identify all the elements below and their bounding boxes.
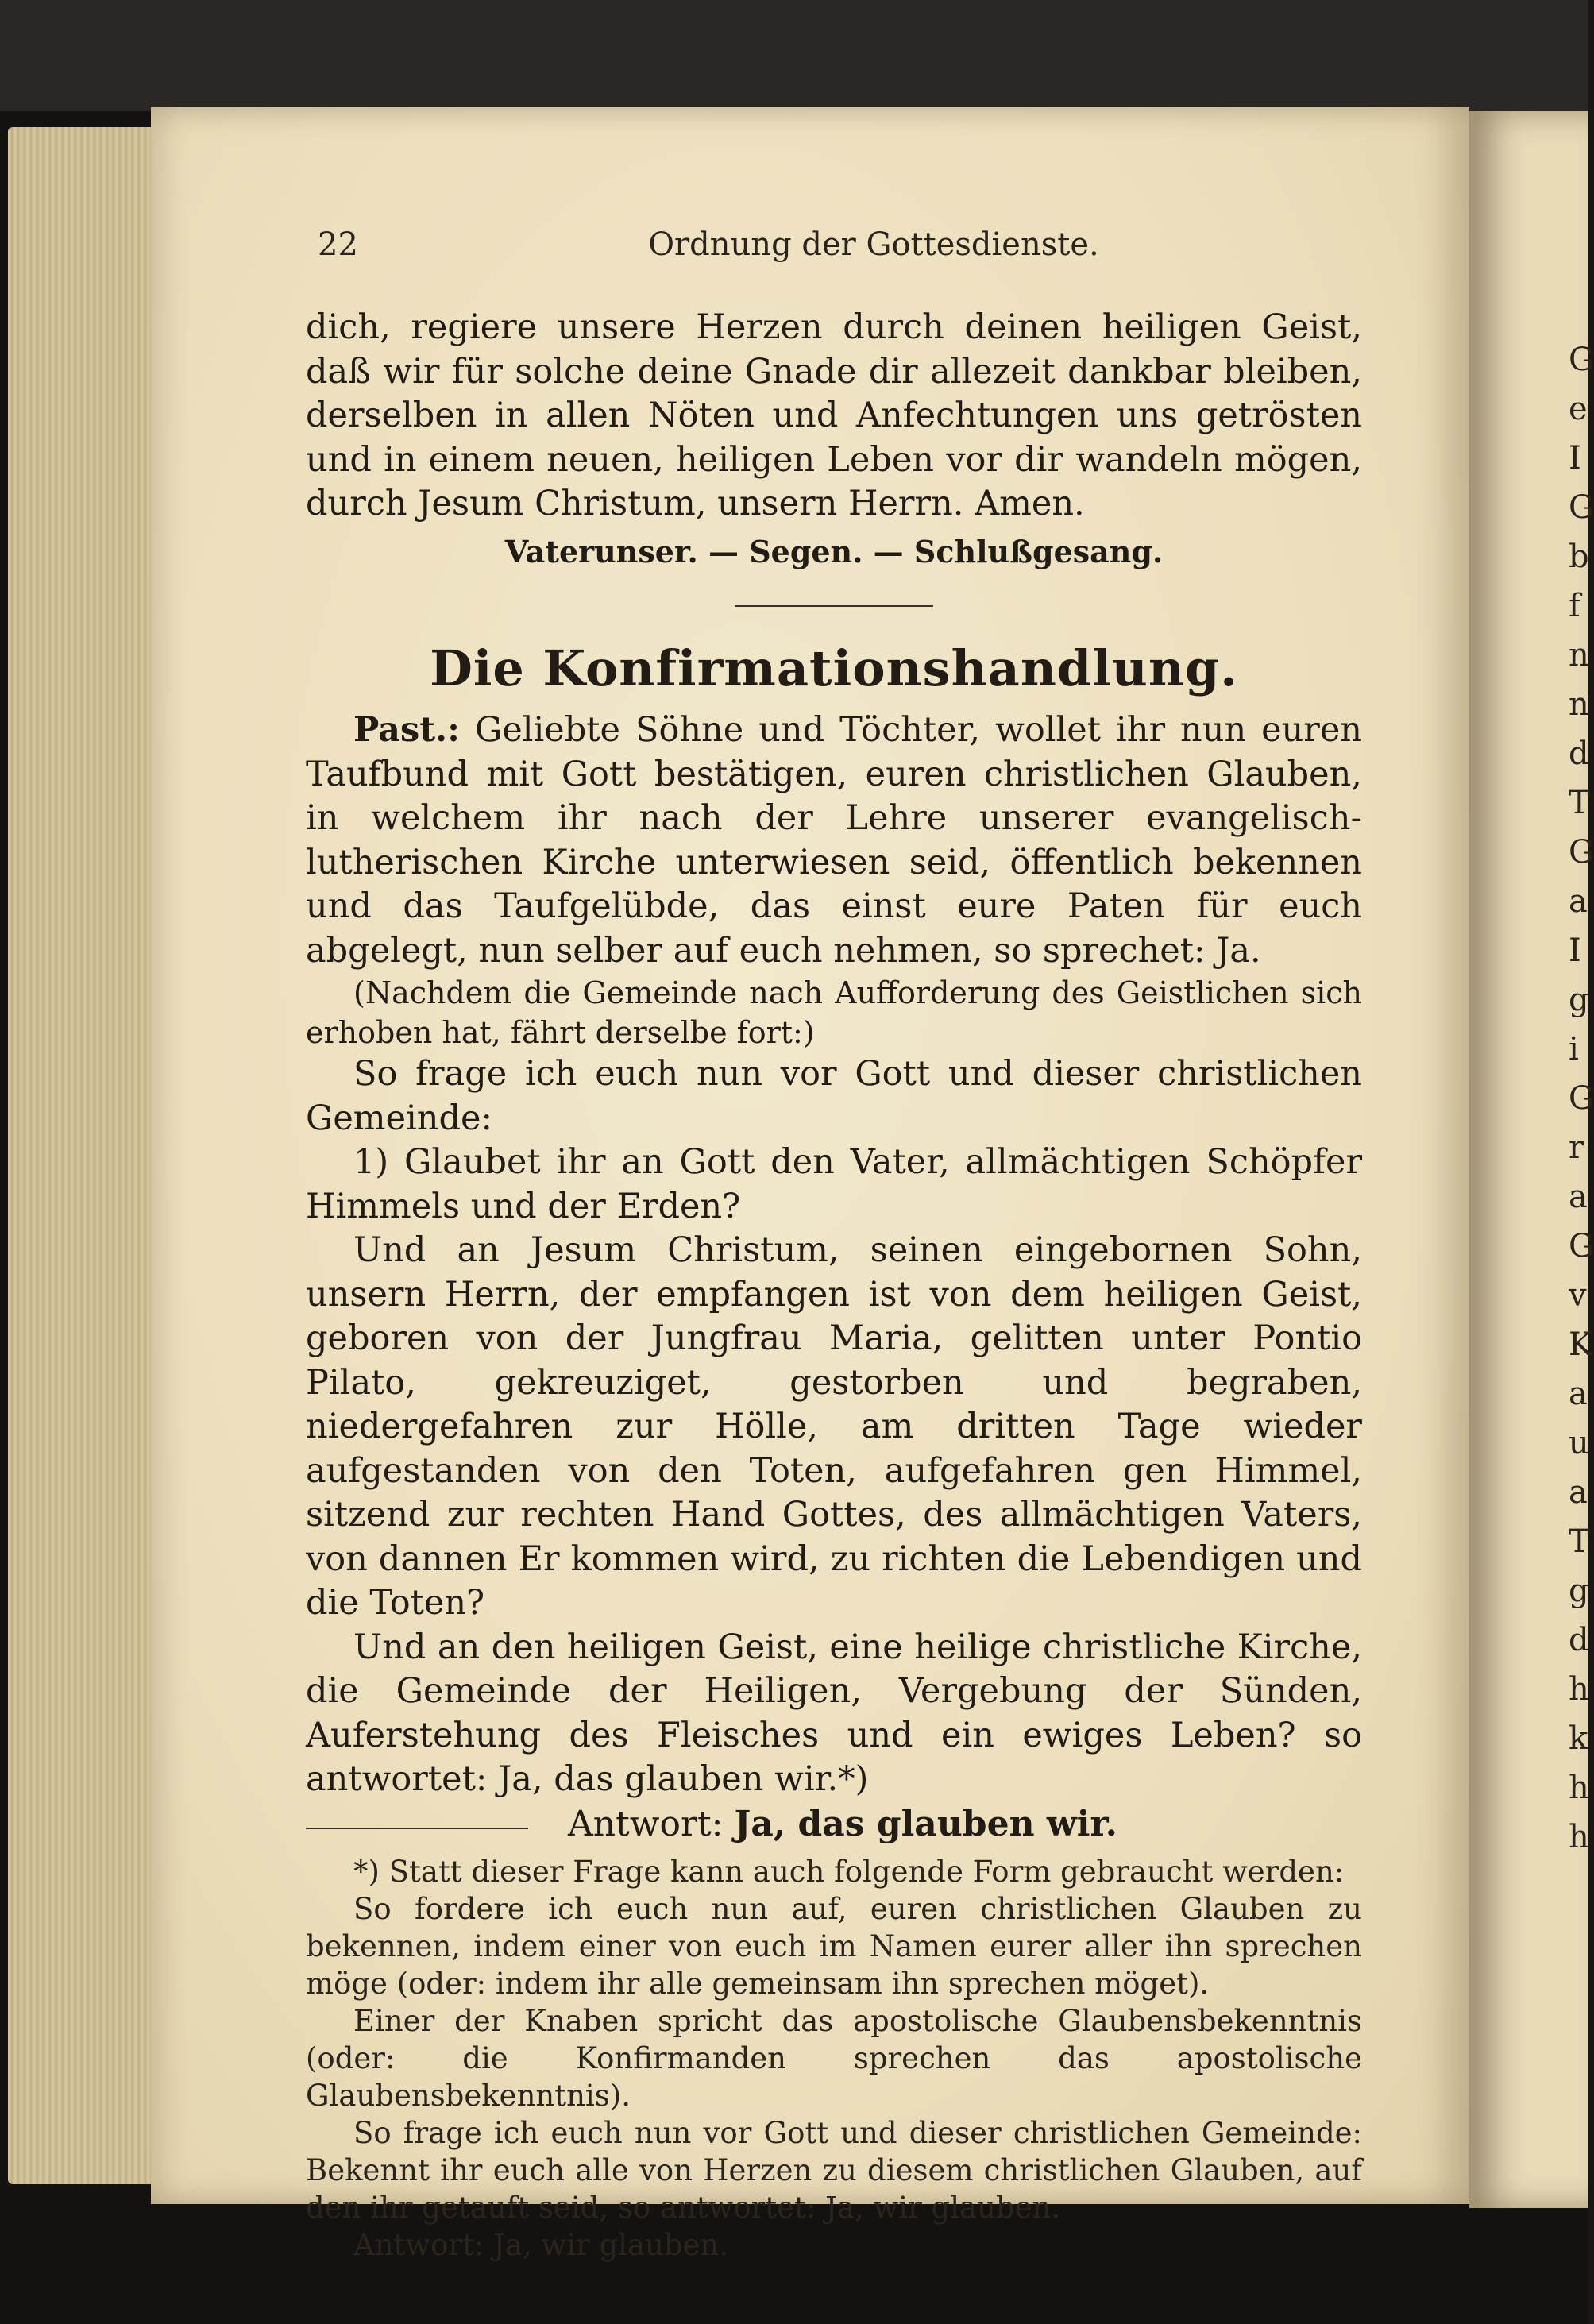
facing-page-fragment: k bbox=[1569, 1720, 1588, 1757]
section-heading: Die Konfirmationshandlung. bbox=[430, 639, 1238, 697]
pastor-label: Past.: bbox=[353, 710, 460, 750]
pastor-text: Geliebte Söhne und Töchter, wollet ihr nun euren Taufbund mit Gott bestätigen, euren christlichen Glauben, in welchem ihr nach der Lehre unserer evangelisch-lutherischen Kirche unterwiesen seid, öffentlich bekennen und das Taufgelübde, das einst eure Paten für euch abgelegt, nun selber auf euch nehmen, so sprechet: Ja. bbox=[306, 710, 1362, 971]
section-divider bbox=[735, 605, 933, 607]
pastor-paragraph bbox=[306, 708, 1362, 973]
footnote-line-5: Antwort: Ja, wir glauben. bbox=[353, 2227, 729, 2262]
facing-page-fragment: d bbox=[1569, 735, 1589, 772]
creed-article-1: 1) Glaubet ihr an Gott den Vater, allmächtigen Schöpfer Himmels und der Erden? bbox=[306, 1142, 1362, 1226]
facing-page-fragment: T bbox=[1569, 1523, 1590, 1560]
page-edges bbox=[8, 127, 167, 2184]
facing-page-fragment: f bbox=[1569, 588, 1580, 624]
answer-row bbox=[306, 1802, 1362, 1850]
facing-page-fragment: a bbox=[1569, 1474, 1588, 1511]
footnote-line-3: Einer der Knaben spricht das apostolische Glaubensbekenntnis (oder: die Konfirmanden sprechen das apostolische Glaubensbekenntnis). bbox=[306, 2003, 1362, 2113]
facing-page-fragment: G bbox=[1569, 1228, 1594, 1264]
page-number: 22 bbox=[318, 226, 358, 263]
page-header bbox=[318, 226, 1350, 274]
answer-label: Antwort: bbox=[568, 1803, 724, 1844]
instruction-text: (Nachdem die Gemeinde nach Aufforderung des Geistlichen sich erhoben hat, fährt derselbe fort:) bbox=[306, 975, 1362, 1050]
facing-page-fragment: b bbox=[1569, 539, 1589, 575]
creed-article-3: Und an den heiligen Geist, eine heilige christliche Kirche, die Gemeinde der Heiligen, Vergebung der Sünden, Auferstehung des Fleisches und ein ewiges Leben? so antwortet: Ja, das glauben wir.*) bbox=[306, 1627, 1362, 1799]
facing-page-fragment: g bbox=[1569, 982, 1589, 1018]
footnote-line-2: So fordere ich euch nun auf, euren christlichen Glauben zu bekennen, indem einer von euch im Namen eurer aller ihn sprechen möge (oder: indem ihr alle gemeinsam ihn sprechen möget). bbox=[306, 1891, 1362, 2001]
facing-page-fragment: e bbox=[1569, 391, 1588, 427]
prayer-paragraph: dich, regiere unsere Herzen durch deinen heiligen Geist, daß wir für solche deine Gnade dir allezeit dankbar bleiben, derselben in allen Nöten und Anfechtungen uns getrösten und in einem neuen, heiligen Leben vor dir wandeln mögen, durch Jesum Christum, unsern Herrn. Amen. bbox=[306, 307, 1362, 523]
creed-article-2: Und an Jesum Christum, seinen eingebornen Sohn, unsern Herrn, der empfangen ist von dem heiligen Geist, geboren von der Jungfrau Maria, gelitten unter Pontio Pilato, gekreuziget, gestorben und begraben, niedergefahren zur Hölle, am dritten Tage wieder aufgestanden von den Toten, aufgefahren gen Himmel, sitzend zur rechten Hand Gottes, des allmächtigen Vaters, von dannen Er kommen wird, zu richten die Lebendigen und die Toten? bbox=[306, 1230, 1362, 1623]
footnote-rule bbox=[306, 1828, 528, 1829]
answer-text: Ja, das glauben wir. bbox=[734, 1803, 1117, 1844]
footnote-line-4: So frage ich euch nun vor Gott und dieser christlichen Gemeinde: Bekennt ihr euch alle von Herzen zu diesem christlichen Glauben, auf den ihr getauft seid, so antwortet: Ja, wir glauben. bbox=[306, 2115, 1362, 2225]
facing-page-fragment: h bbox=[1569, 1770, 1589, 1806]
facing-page-fragment: n bbox=[1569, 637, 1589, 674]
running-title: Ordnung der Gottesdienste. bbox=[648, 226, 1099, 263]
facing-page-fragment: G bbox=[1569, 342, 1594, 378]
facing-page-fragment: r bbox=[1569, 1129, 1584, 1166]
facing-page-fragment: h bbox=[1569, 1671, 1589, 1708]
question-intro: So frage ich euch nun vor Gott und dieser christlichen Gemeinde: bbox=[306, 1054, 1362, 1138]
facing-page-fragment: G bbox=[1569, 834, 1594, 871]
facing-page-fragment: d bbox=[1569, 1622, 1589, 1658]
facing-page-fragment: I bbox=[1569, 932, 1581, 969]
answer-line bbox=[568, 1802, 1117, 1847]
facing-page-text bbox=[1569, 342, 1594, 1868]
facing-page-fragment: a bbox=[1569, 1376, 1588, 1412]
facing-page-fragment: G bbox=[1569, 1080, 1594, 1117]
facing-page-fragment: a bbox=[1569, 1179, 1588, 1215]
page-body bbox=[306, 306, 1362, 2264]
footnote-line-1: *) Statt dieser Frage kann auch folgende Form gebraucht werden: bbox=[353, 1854, 1345, 1889]
facing-page-fragment: g bbox=[1569, 1573, 1589, 1609]
facing-page-fragment: h bbox=[1569, 1819, 1589, 1855]
facing-page-fragment: v bbox=[1569, 1277, 1587, 1314]
facing-page-fragment: K bbox=[1569, 1326, 1592, 1363]
facing-page-fragment: T bbox=[1569, 785, 1590, 821]
facing-page-fragment: u bbox=[1569, 1425, 1589, 1461]
book-spine-top bbox=[0, 0, 1588, 111]
footnote bbox=[306, 1853, 1362, 2264]
facing-page-fragment: n bbox=[1569, 686, 1589, 723]
facing-page-fragment: I bbox=[1569, 440, 1581, 477]
facing-page-fragment: i bbox=[1569, 1031, 1579, 1067]
facing-page-fragment: a bbox=[1569, 883, 1588, 920]
facing-page-fragment: G bbox=[1569, 489, 1594, 526]
closing-line: Vaterunser. — Segen. — Schlußgesang. bbox=[504, 533, 1164, 569]
